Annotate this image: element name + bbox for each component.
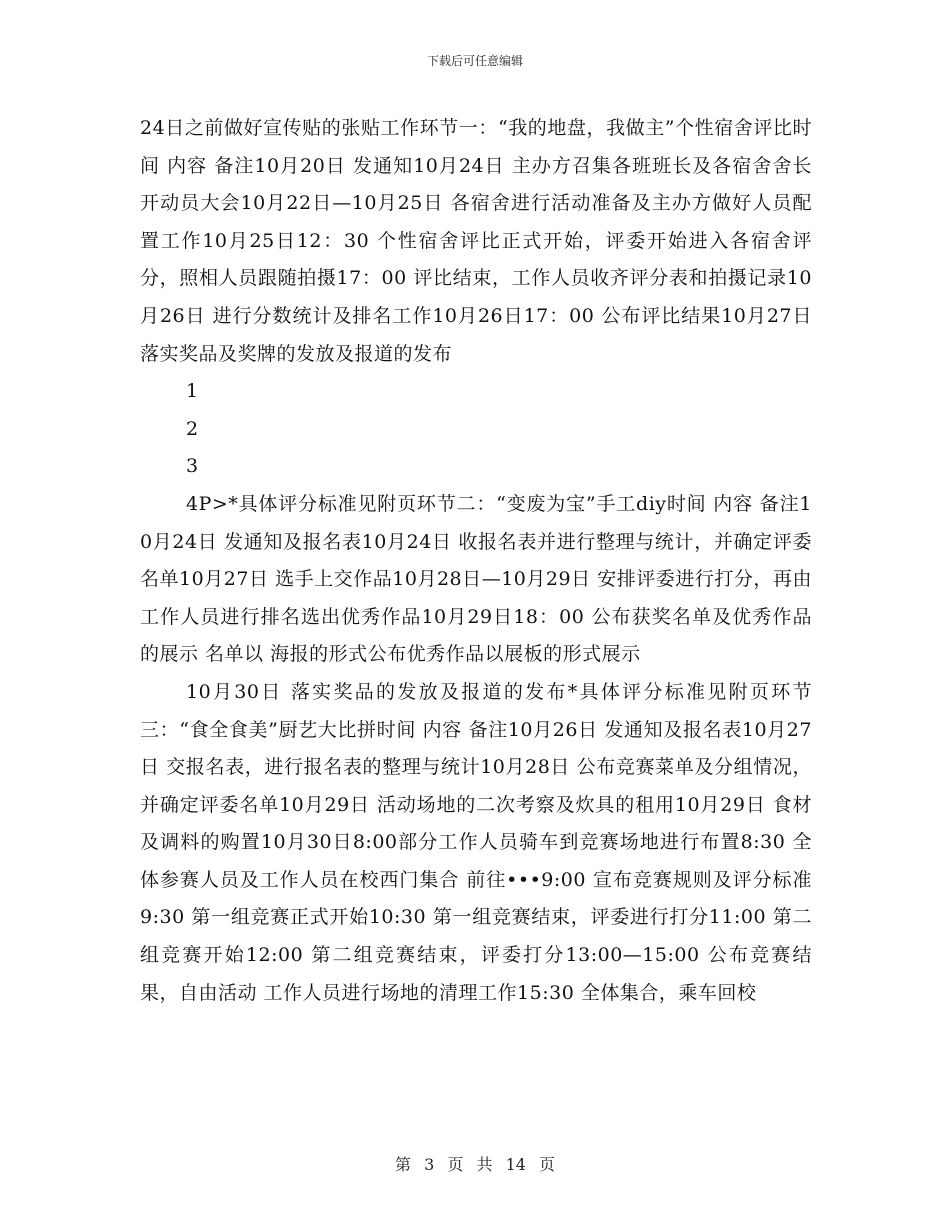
page-current: 3	[424, 1155, 435, 1174]
number-line-2: 2	[186, 417, 199, 440]
header-text: 下载后可任意编辑	[426, 54, 523, 68]
page-label-prefix: 第	[394, 1155, 411, 1174]
paragraph-1: 24日之前做好宣传贴的张贴工作环节一：“我的地盘，我做主”个性宿舍评比时间 内容 备注10月20日 发通知10月24日 主办方召集各班班长及各宿舍舍长开动员大会10月22日—10月25日 各宿舍进行活动准备及主办方做好人员配置工作10月25日12：30 个性宿舍评比正式开始，评委开始进入各宿舍评分，照相人员跟随拍摄17：00 评比结束，工作人员收齐评分表和拍摄记录10月26日 进行分数统计及排名工作10月26日17：00 公布评比结果10月27日 落实奖品及奖牌的发放及报道的发布	[140, 117, 812, 365]
page-label-mid: 页	[447, 1155, 464, 1174]
paragraph-2: 4P>*具体评分标准见附页环节二：“变废为宝”手工diy时间 内容 备注10月24日 发通知及报名表10月24日 收报名表并进行整理与统计，并确定评委名单10月27日 选手上交作品10月28日—10月29日 安排评委进行打分，再由工作人员进行排名选出优秀作品10月29日18：00 公布获奖名单及优秀作品的展示 名单以 海报的形式公布优秀作品以展板的形式展示	[140, 492, 812, 666]
page-header	[0, 53, 950, 69]
paragraph-3: 10月30日 落实奖品的发放及报道的发布*具体评分标准见附页环节三：“食全食美”厨艺大比拼时间 内容 备注10月26日 发通知及报名表10月27日 交报名表，进行报名表的整理与统计10月28日 公布竞赛菜单及分组情况，并确定评委名单10月29日 活动场地的二次考察及炊具的租用10月29日 食材及调料的购置10月30日8:00部分工作人员骑车到竞赛场地进行布置8:30 全体参赛人员及工作人员在校西门集合 前往•••9:00 宣布竞赛规则及评分标准9:30 第一组竞赛正式开始10:30 第一组竞赛结束，评委进行打分11:00 第二组竞赛开始12:00 第二组竞赛结束，评委打分13:00—15:00 公布竞赛结果，自由活动 工作人员进行场地的清理工作15:30 全体集合，乘车回校	[140, 680, 812, 1004]
number-line-1: 1	[186, 380, 199, 403]
number-line-3: 3	[186, 455, 199, 478]
document-body	[140, 110, 812, 1012]
page-footer	[0, 1155, 950, 1175]
page-total: 14	[505, 1155, 526, 1174]
total-label: 共	[476, 1155, 493, 1174]
page-label-suffix: 页	[539, 1155, 556, 1174]
